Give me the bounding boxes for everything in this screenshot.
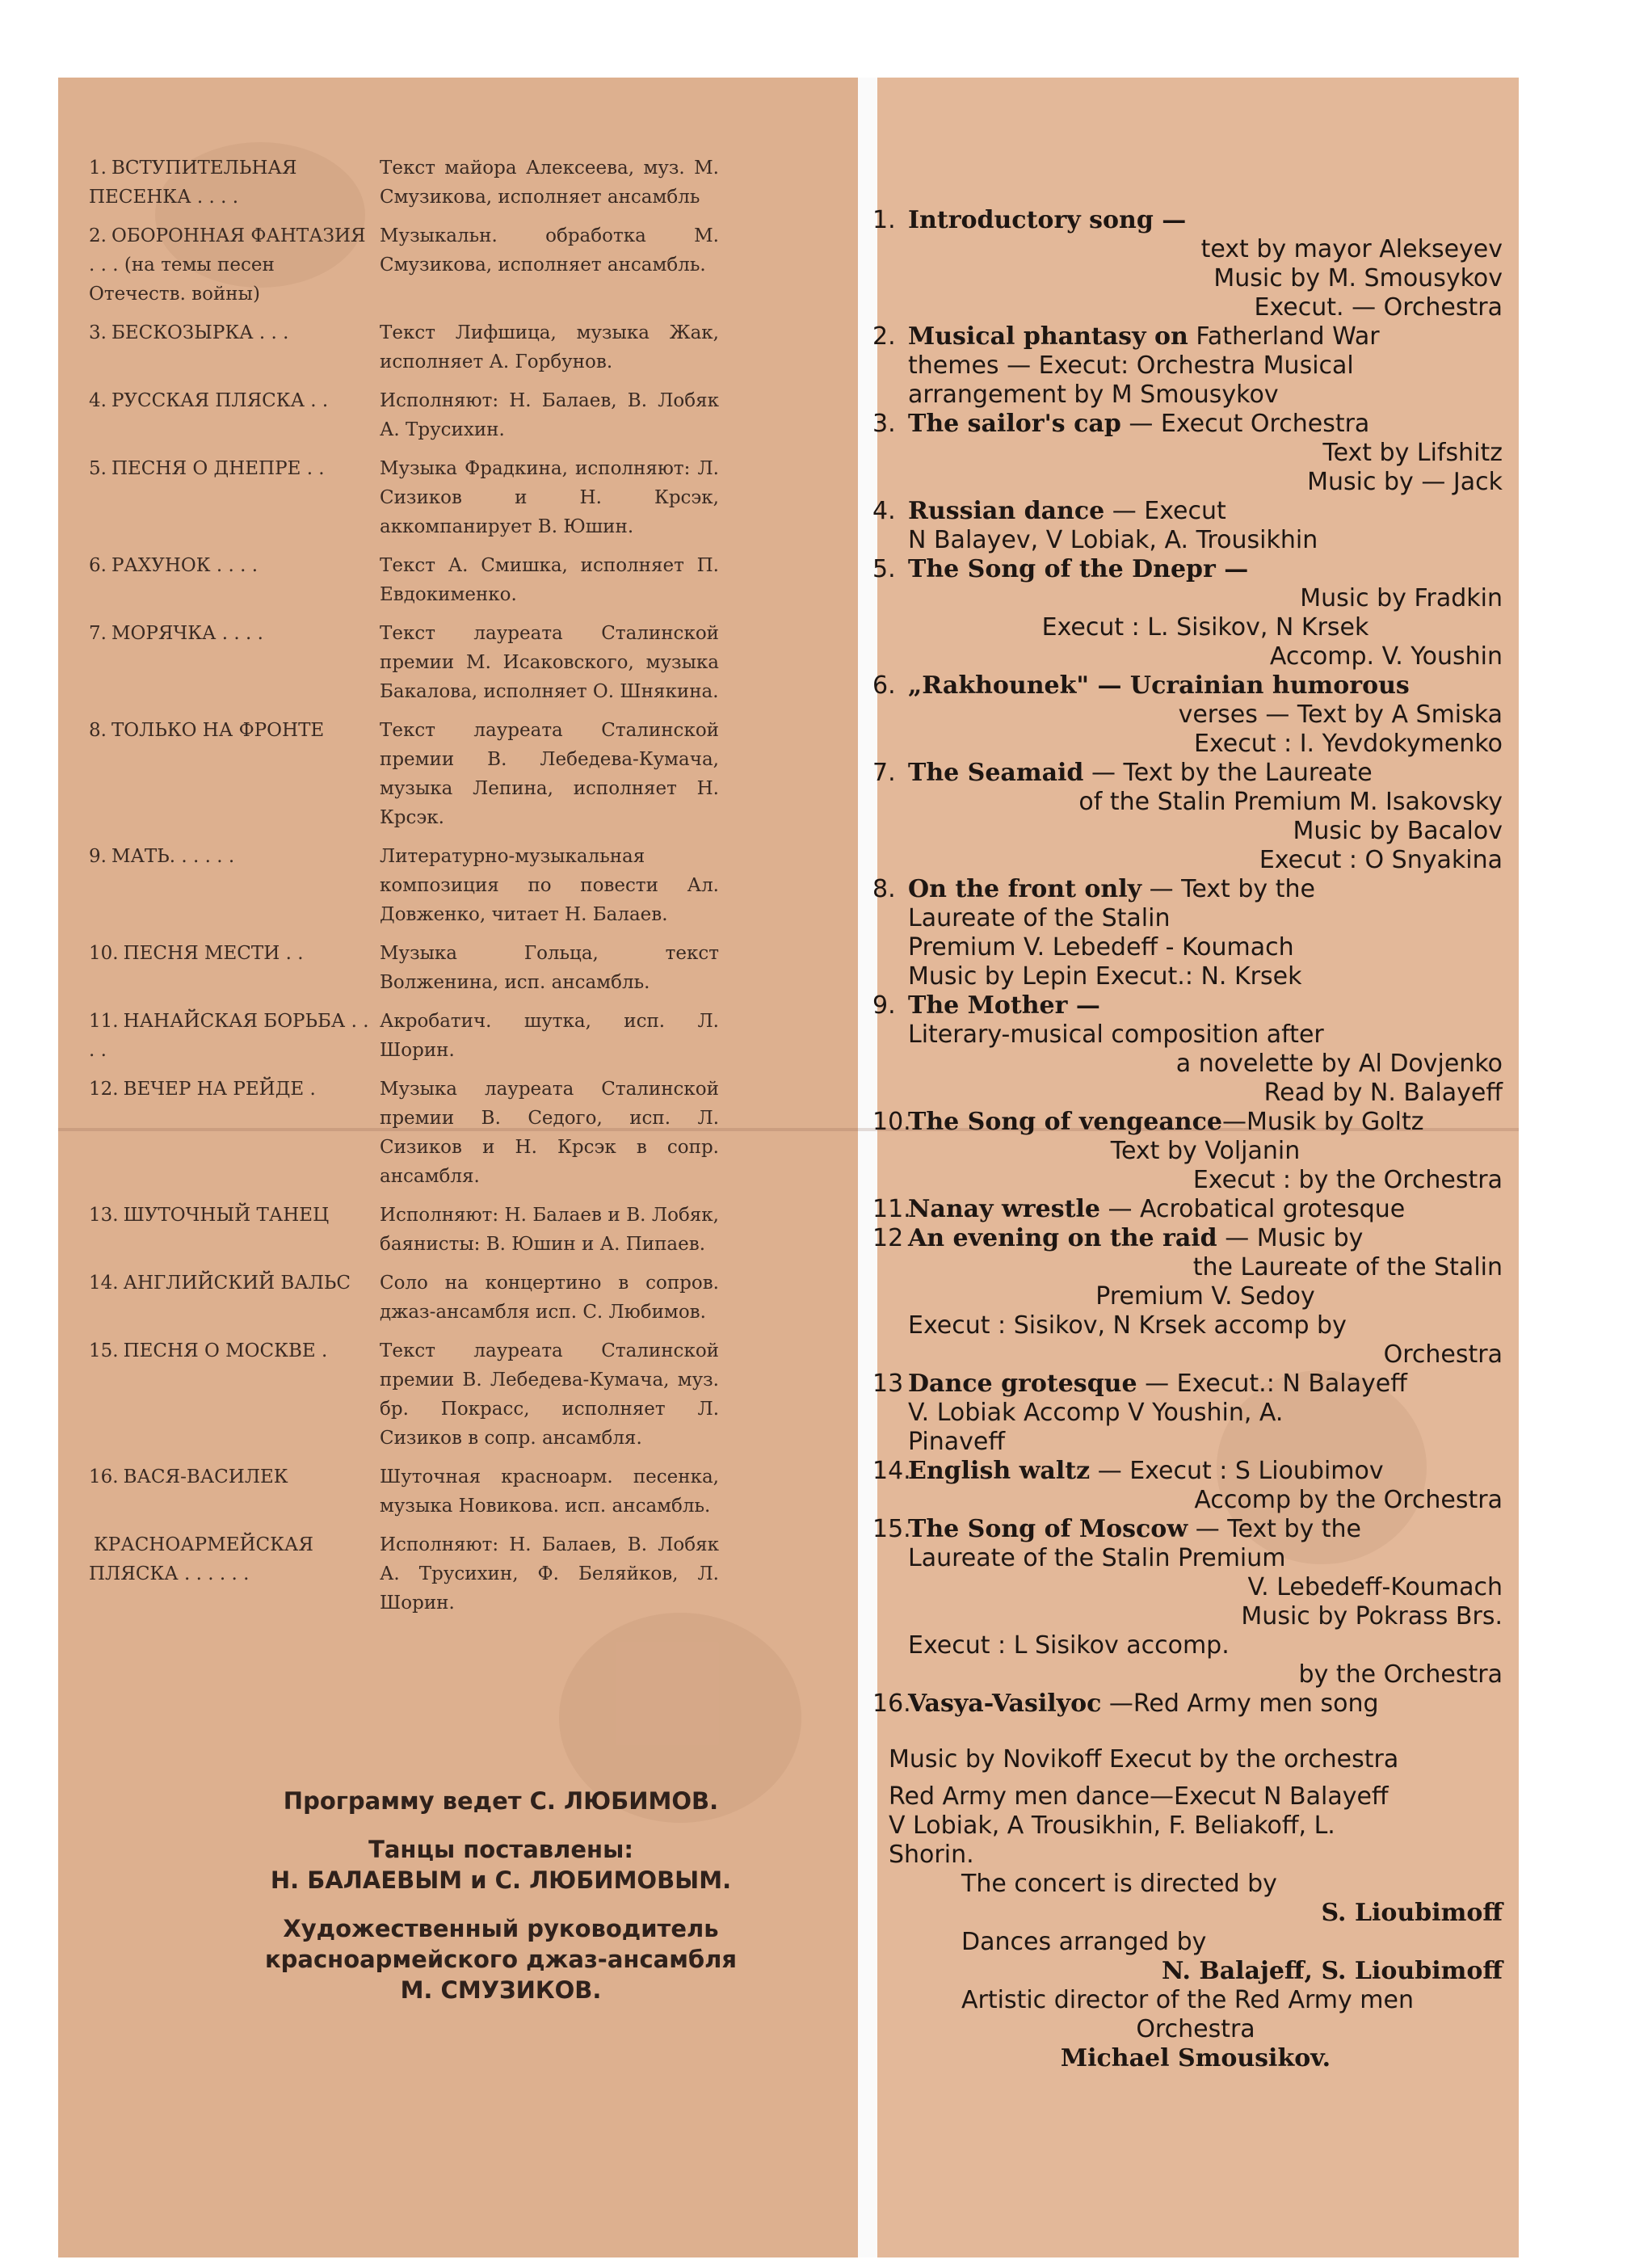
ru-program-item	[89, 154, 784, 212]
ru-item-title	[89, 1462, 380, 1521]
ru-item-number: 15.	[89, 1340, 119, 1361]
dances-line-1: Танцы поставлены:	[368, 1836, 633, 1863]
ru-item-title	[89, 1336, 380, 1453]
ru-program-item	[89, 1530, 784, 1618]
english-program-list	[872, 206, 1503, 1719]
en-item-title: The Song of the Dnepr —	[908, 555, 1249, 583]
ru-item-title	[89, 551, 380, 609]
ru-item-number: 11.	[89, 1011, 119, 1032]
en-item-line: Literary-musical composition after	[908, 1020, 1324, 1049]
en-item-title-rest: — Execut	[1104, 497, 1226, 525]
ru-item-title	[89, 221, 380, 309]
en-item-title: The Mother —	[908, 991, 1100, 1020]
ru-item-description: Акробатич. шутка, исп. Л. Шорин.	[380, 1011, 719, 1061]
ru-item-number: 16.	[89, 1466, 119, 1487]
director-line-2: красноармейского джаз-ансамбля	[264, 1946, 738, 1973]
dance-arrangers-names: N. Balajeff, S. Lioubimoff	[1161, 1957, 1503, 1985]
en-item-number: 5.	[872, 555, 896, 583]
ru-program-item	[89, 619, 784, 706]
en-item-title-rest: —Musik by Goltz	[1221, 1108, 1424, 1136]
ru-item-title-text: ВСТУПИТЕЛЬНАЯ ПЕСЕНКА . . . .	[89, 158, 297, 208]
russian-footer	[210, 1786, 792, 2023]
en-item-title: The sailor's cap	[908, 410, 1121, 438]
en-item-title: Russian dance	[908, 497, 1105, 525]
en-item-number: 15.	[872, 1515, 911, 1543]
ru-item-title-text: БЕСКОЗЫРКА . . .	[111, 322, 289, 343]
en-item-body	[908, 875, 1503, 991]
en-item-heading	[908, 1195, 1503, 1224]
en-item-line: themes — Execut: Orchestra Musical	[908, 351, 1354, 380]
en-item-body	[908, 497, 1503, 555]
en-item-heading	[908, 671, 1503, 701]
en-item-title: On the front only	[908, 875, 1142, 903]
en-item-body	[908, 1370, 1503, 1457]
en-item-line: Orchestra	[1383, 1340, 1503, 1369]
ru-program-item	[89, 318, 784, 377]
en-item-line: V. Lebedeff-Koumach	[1247, 1573, 1503, 1601]
en-item-body	[908, 1224, 1503, 1370]
en-item-line: Laureate of the Stalin Premium	[908, 1544, 1286, 1572]
en-item-line: Read by N. Balayeff	[1263, 1079, 1503, 1107]
en-item-body	[908, 1195, 1503, 1224]
ru-item-title-text: ВАСЯ-ВАСИЛЕК	[123, 1466, 288, 1487]
concert-directed-line: The concert is directed by	[961, 1870, 1277, 1898]
en-item-heading	[908, 759, 1503, 788]
ru-program-item	[89, 1201, 784, 1259]
en-item-heading	[908, 1689, 1503, 1719]
ru-item-title-text: ОБОРОННАЯ ФАНТАЗИЯ . . . (на темы песен Отечеств. войны)	[89, 225, 366, 305]
ru-item-number: 8.	[89, 720, 107, 741]
en-item-title-rest: — Text by the	[1141, 875, 1315, 903]
en-item-line: Execut : L. Sisikov, N Krsek	[1041, 613, 1369, 642]
ru-item-title	[89, 386, 380, 444]
ru-item-number: 12.	[89, 1079, 119, 1100]
red-army-dance-line-2: V Lobiak, A Trousikhin, F. Beliakoff, L.	[889, 1811, 1335, 1840]
en-program-item	[872, 1515, 1503, 1689]
en-item-title-rest: — Execut.: N Balayeff	[1137, 1370, 1407, 1398]
en-item-title: The Song of vengeance	[908, 1108, 1222, 1136]
ru-item-description: Соло на концертино в сопров. джаз-ансамбля исп. С. Любимов.	[380, 1273, 719, 1323]
ru-item-title	[89, 1201, 380, 1259]
ru-program-item	[89, 1007, 784, 1065]
en-item-number: 4.	[872, 497, 896, 525]
en-item-body	[908, 206, 1503, 322]
english-footer	[889, 1745, 1503, 2073]
ru-item-title	[89, 619, 380, 706]
ru-item-description: Исполняют: Н. Балаев, В. Лобяк А. Трусихин, Ф. Беляйков, Л. Шорин.	[380, 1534, 719, 1614]
en-item-number: 6.	[872, 671, 896, 700]
ru-item-title	[89, 1007, 380, 1065]
ru-item-description: Музыка лауреата Сталинской премии В. Седого, исп. Л. Сизиков и Н. Крсэк в сопр. ансамбля.	[380, 1079, 719, 1187]
ru-program-item	[89, 1269, 784, 1327]
ru-item-description: Исполняют: Н. Балаев, В. Лобяк А. Трусихин.	[380, 390, 719, 440]
ru-program-item	[89, 1336, 784, 1453]
en-item-number: 16.	[872, 1689, 911, 1718]
ru-program-item	[89, 551, 784, 609]
en-item-line: Premium V. Sedoy	[1095, 1282, 1315, 1311]
en-item-line: Music by — Jack	[1307, 468, 1503, 496]
ru-item-title-text: ТОЛЬКО НА ФРОНТЕ	[111, 720, 325, 741]
en-item-line: a novelette by Al Dovjenko	[1175, 1050, 1503, 1078]
en-item-title: Dance grotesque	[908, 1370, 1137, 1398]
en-item-heading	[908, 1515, 1503, 1544]
en-item-title-rest: — Music by	[1217, 1224, 1364, 1252]
en-item-body	[908, 759, 1503, 875]
ru-item-title-text: МАТЬ. . . . . .	[111, 846, 235, 867]
ru-item-title-text: АНГЛИЙСКИЙ ВАЛЬС	[123, 1273, 351, 1294]
en-program-item	[872, 1108, 1503, 1195]
en-item-title: Musical phantasy on	[908, 322, 1188, 351]
en-item-line: N Balayev, V Lobiak, A. Trousikhin	[908, 526, 1318, 554]
en-item-heading	[908, 991, 1503, 1020]
ru-item-title	[89, 1530, 380, 1618]
en-item-line: Laureate of the Stalin	[908, 904, 1171, 932]
ru-item-description: Текст лауреата Сталинской премии М. Исаковского, музыка Бакалова, исполняет О. Шнякина.	[380, 623, 719, 702]
en-program-item	[872, 410, 1503, 497]
en-item-line: Accomp by the Orchestra	[1194, 1486, 1503, 1514]
en-item-number: 13	[872, 1370, 904, 1398]
en-item-title: Nanay wrestle	[908, 1195, 1100, 1223]
en-item-body	[908, 1689, 1503, 1719]
en-item-line: arrangement by M Smousykov	[908, 381, 1279, 409]
en-item-line: by the Orchestra	[1298, 1660, 1503, 1689]
en-item-heading	[908, 1370, 1503, 1399]
en-item-number: 2.	[872, 322, 896, 351]
ru-item-title-text: ПЕСНЯ О МОСКВЕ .	[123, 1340, 328, 1361]
en-item-line: Text by Voljanin	[1110, 1137, 1301, 1165]
en-program-item	[872, 206, 1503, 322]
ru-item-title	[89, 318, 380, 377]
en-item-line: Music by M. Smousykov	[1213, 264, 1503, 292]
en-program-item	[872, 322, 1503, 410]
en-item-body	[908, 671, 1503, 759]
en-item-body	[908, 555, 1503, 671]
ru-item-description: Литературно-музыкальная композиция по повести Ал. Довженко, читает Н. Балаев.	[380, 846, 719, 925]
en-item-heading	[908, 410, 1503, 439]
ru-item-title-text: РАХУНОК . . . .	[111, 555, 259, 576]
ru-item-description: Текст лауреата Сталинской премии В. Лебедева-Кумача, музыка Лепина, исполняет Н. Крсэк.	[380, 720, 719, 828]
ru-item-title	[89, 842, 380, 929]
artistic-director-line-2: Orchestra	[1136, 2015, 1255, 2043]
en-item-title-rest: —Red Army men song	[1101, 1689, 1379, 1718]
ru-program-item	[89, 716, 784, 832]
en-item-title: An evening on the raid	[908, 1224, 1217, 1252]
red-army-dance-line-3: Shorin.	[889, 1841, 974, 1869]
ru-item-number: 2.	[89, 225, 107, 246]
red-army-dance-line-1: Red Army men dance—Execut N Balayeff	[889, 1782, 1389, 1811]
dances-arranged-line: Dances arranged by	[961, 1928, 1207, 1956]
en-item-line: the Laureate of the Stalin	[1192, 1253, 1503, 1281]
en-item-number: 14.	[872, 1457, 911, 1485]
en-item-line: verses — Text by A Smiska	[1178, 701, 1503, 729]
ru-item-number: 4.	[89, 390, 107, 411]
en-program-item	[872, 1370, 1503, 1457]
en-item-number: 3.	[872, 410, 896, 438]
ru-item-title-text: ПЕСНЯ О ДНЕПРЕ . .	[111, 458, 325, 479]
en-program-item	[872, 1224, 1503, 1370]
artistic-director-line-1: Artistic director of the Red Army men	[961, 1986, 1414, 2014]
ru-item-title	[89, 154, 380, 212]
en-program-item	[872, 1689, 1503, 1719]
en-item-heading	[908, 497, 1503, 526]
ru-item-title-text: ВЕЧЕР НА РЕЙДЕ .	[123, 1079, 316, 1100]
ru-program-item	[89, 939, 784, 997]
ru-item-title	[89, 716, 380, 832]
en-item-heading	[908, 555, 1503, 584]
ru-item-number: 3.	[89, 322, 107, 343]
ru-item-title-text: ПЕСНЯ МЕСТИ . .	[123, 943, 304, 964]
en-item-line: of the Stalin Premium M. Isakovsky	[1078, 788, 1503, 816]
en-item-title: Introductory song —	[908, 206, 1187, 234]
ru-item-description: Текст Лифшица, музыка Жак, исполняет А. Горбунов.	[380, 322, 719, 372]
en-item-line: Execut : L Sisikov accomp.	[908, 1631, 1230, 1660]
en-item-line: Music by Pokrass Brs.	[1241, 1602, 1503, 1631]
ru-item-description: Текст майора Алексеева, муз. М. Смузикова, исполняет ансамбль	[380, 158, 719, 208]
en-item-title-rest: Fatherland War	[1188, 322, 1380, 351]
en-item-body	[908, 991, 1503, 1108]
en-program-item	[872, 759, 1503, 875]
en-item-line: Pinaveff	[908, 1428, 1006, 1456]
host-line: Программу ведет С. ЛЮБИМОВ.	[283, 1787, 719, 1815]
en-item-line: Execut : I. Yevdokymenko	[1194, 730, 1503, 758]
ru-item-number: 9.	[89, 846, 107, 867]
en-item-title: The Song of Moscow	[908, 1515, 1188, 1543]
en-item-number: 7.	[872, 759, 896, 787]
ru-item-title	[89, 939, 380, 997]
en-program-item	[872, 875, 1503, 991]
russian-program-list	[89, 154, 784, 1627]
en-item-title-rest: — Text by the	[1188, 1515, 1362, 1543]
en-item-body	[908, 1457, 1503, 1515]
en-item-number: 10.	[872, 1108, 911, 1136]
ru-program-item	[89, 221, 784, 309]
en-item-heading	[908, 1108, 1503, 1137]
ru-item-number: 6.	[89, 555, 107, 576]
en-item-title-rest: — Text by the Laureate	[1083, 759, 1373, 787]
en-item-line: V. Lobiak Accomp V Youshin, A.	[908, 1399, 1284, 1427]
en-item-heading	[908, 322, 1503, 351]
ru-program-item	[89, 454, 784, 541]
en-item-title-rest: — Execut Orchestra	[1120, 410, 1370, 438]
ru-item-number: 5.	[89, 458, 107, 479]
en-item-line: Execut. — Orchestra	[1254, 293, 1503, 322]
after-16-line: Music by Novikoff Execut by the orchestra	[889, 1745, 1399, 1774]
artistic-director-name: Michael Smousikov.	[1060, 2044, 1331, 2072]
en-item-line: Music by Bacalov	[1293, 817, 1503, 845]
en-item-number: 12	[872, 1224, 904, 1252]
ru-item-number: 14.	[89, 1273, 119, 1294]
en-item-title-rest: — Execut : S Lioubimov	[1090, 1457, 1384, 1485]
en-item-body	[908, 1108, 1503, 1195]
ru-program-item	[89, 1462, 784, 1521]
director-line-1: Художественный руководитель	[283, 1915, 719, 1942]
en-item-line: Premium V. Lebedeff - Koumach	[908, 933, 1294, 961]
ru-item-description: Музыка Фрадкина, исполняют: Л. Сизиков и Н. Крсэк, аккомпанирует В. Юшин.	[380, 458, 719, 537]
ru-item-title	[89, 454, 380, 541]
en-item-title-rest: — Acrobatical grotesque	[1099, 1195, 1406, 1223]
ru-item-description: Текст А. Смишка, исполняет П. Евдокименко.	[380, 555, 719, 605]
en-item-body	[908, 410, 1503, 497]
en-item-title: English waltz	[908, 1457, 1091, 1485]
ru-item-description: Шуточная красноарм. песенка, музыка Новикова. исп. ансамбль.	[380, 1466, 719, 1517]
en-program-item	[872, 1457, 1503, 1515]
dances-line-2: Н. БАЛАЕВЫМ и С. ЛЮБИМОВЫМ.	[270, 1866, 732, 1894]
ru-item-number: 13.	[89, 1205, 119, 1226]
en-program-item	[872, 671, 1503, 759]
ru-item-title	[89, 1075, 380, 1191]
ru-item-title-text: НАНАЙСКАЯ БОРЬБА . . . .	[89, 1011, 369, 1061]
en-item-line: Execut : O Snyakina	[1259, 846, 1503, 874]
en-item-line: text by mayor Alekseyev	[1200, 235, 1503, 263]
en-item-number: 1.	[872, 206, 896, 234]
en-item-line: Accomp. V. Youshin	[1269, 642, 1503, 671]
director-line-3: М. СМУЗИКОВ.	[400, 1976, 602, 2004]
en-item-line: Text by Lifshitz	[1322, 439, 1503, 467]
en-program-item	[872, 991, 1503, 1108]
en-item-line: Music by Fradkin	[1300, 584, 1503, 612]
ru-item-title-text: ШУТОЧНЫЙ ТАНЕЦ	[123, 1205, 330, 1226]
en-item-title: The Seamaid	[908, 759, 1084, 787]
en-item-number: 11.	[872, 1195, 911, 1223]
en-item-line: Execut : Sisikov, N Krsek accomp by	[908, 1311, 1347, 1340]
en-item-number: 8.	[872, 875, 896, 903]
en-item-line: Execut : by the Orchestra	[1192, 1166, 1503, 1194]
en-item-body	[908, 322, 1503, 410]
ru-item-title-text: РУССКАЯ ПЛЯСКА . .	[111, 390, 329, 411]
ru-item-description: Исполняют: Н. Балаев и В. Лобяк, баянисты: В. Юшин и А. Пипаев.	[380, 1205, 719, 1255]
ru-item-number: 10.	[89, 943, 119, 964]
en-item-line: Music by Lepin Execut.: N. Krsek	[908, 962, 1302, 991]
ru-item-description: Текст лауреата Сталинской премии В. Лебедева-Кумача, муз. бр. Покрасс, исполняет Л. Сизиков в сопр. ансамбля.	[380, 1340, 719, 1449]
en-program-item	[872, 555, 1503, 671]
ru-program-item	[89, 1075, 784, 1191]
en-item-title: Vasya-Vasilyoc	[908, 1689, 1102, 1718]
ru-item-title	[89, 1269, 380, 1327]
en-program-item	[872, 497, 1503, 555]
en-item-number: 9.	[872, 991, 896, 1020]
ru-item-number: 7.	[89, 623, 107, 644]
en-item-heading	[908, 1224, 1503, 1253]
ru-item-number: 1.	[89, 158, 107, 179]
en-item-title: „Rakhounek" — Ucrainian humorous	[908, 671, 1410, 700]
ru-item-description: Музыка Гольца, текст Волженина, исп. ансамбль.	[380, 943, 719, 993]
ru-item-title-text: КРАСНОАРМЕЙСКАЯ ПЛЯСКА . . . . . .	[89, 1534, 313, 1584]
ru-program-item	[89, 842, 784, 929]
ru-program-item	[89, 386, 784, 444]
concert-director-name: S. Lioubimoff	[1321, 1899, 1503, 1927]
en-program-item	[872, 1195, 1503, 1224]
ru-item-description: Музыкальн. обработка М. Смузикова, исполняет ансамбль.	[380, 225, 719, 276]
en-item-body	[908, 1515, 1503, 1689]
ru-item-title-text: МОРЯЧКА . . . .	[111, 623, 263, 644]
en-item-heading	[908, 206, 1503, 235]
en-item-heading	[908, 1457, 1503, 1486]
en-item-heading	[908, 875, 1503, 904]
